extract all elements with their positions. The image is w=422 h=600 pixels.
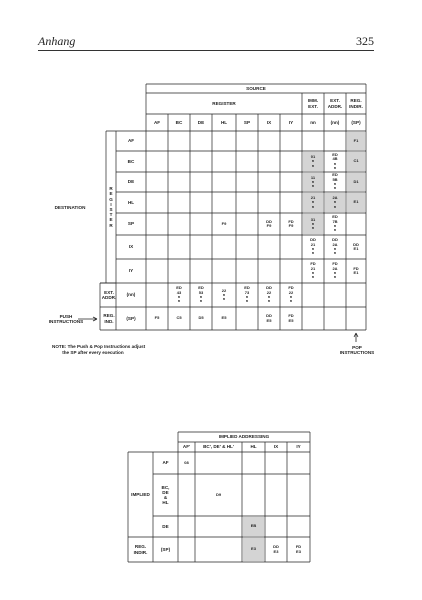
col-header-IY-text: IY [288,119,294,125]
opcode-cell-text: D1 [353,178,359,184]
row-header-IX-text: IX [128,244,134,250]
opcode-cell-text: 31 n n [310,216,316,231]
implied-row-sub-REG [153,537,178,562]
implied-col-AF-text: AF' [182,444,191,450]
opcode-cell [288,538,309,561]
opcode-cell-text: D9 [215,491,222,497]
opcode-cell-text: D5 [198,315,204,321]
opcode-cell-text: ED 5B n n [332,172,338,191]
opcode-cell-text: FD 22 n n [288,285,294,304]
register-vertical-letter: E [109,217,113,223]
destination-label-text: DESTINATION [54,205,86,211]
opcode-cell-text: F9 [221,220,227,226]
register-vertical-letter: E [109,191,113,197]
opcode-cell-text: ED 43 n n [176,285,182,304]
pop-instructions-label-text: POP INSTRUCTIONS [339,344,375,355]
opcode-cell-text: E3 [251,546,256,552]
row-header-HL-text: HL [127,199,135,205]
implied-row-REG [128,537,153,562]
implied-row-BC-text: BC, DE & HL [161,484,170,506]
implied-col-IX-text: IX [273,444,279,450]
opcode-cell [243,517,264,536]
row-sub-REG-text: (SP) [126,315,136,321]
implied-row-REG-text: REG. INDIR. [133,544,148,555]
register-header-text: REGISTER [212,100,236,106]
implied-title-text: IMPLIED ADDRESSING [218,434,270,440]
col-header-SP-text: SP [243,119,251,125]
register-vertical-letter: S [109,207,113,212]
opcode-cell-text: ED 7B n n [332,214,338,233]
implied-col-HL [242,442,265,452]
col-header-AF-text: AF [153,119,161,125]
register-vertical-letter: R [109,222,113,228]
row-header-REG-text: REG. IND. [103,313,115,324]
implied-row-group-label-text: IMPLIED [131,491,150,497]
opcode-cell [179,453,194,473]
implied-col-IY-text: IY [296,444,301,450]
opcode-cell-text: 2A n n [332,195,338,209]
row-header-BC-text: BC [127,158,135,164]
row-header-AF-text: AF [127,138,135,144]
register-vertical-letter: T [109,212,113,218]
register-vertical-letter: G [109,196,113,202]
opcode-cell-text: DD E1 [353,241,359,251]
row-header-IY-text: IY [128,268,134,274]
opcode-cell-text: DD E3 [273,544,279,554]
opcode-cell [266,538,286,561]
opcode-cell-text: DD E5 [266,313,272,323]
row-header-SP-text: SP [127,221,135,227]
opcode-cell [196,475,241,515]
implied-col-BCDEHL [195,442,242,452]
row-header-DE-text: DE [127,179,135,185]
opcode-cell-text: E1 [353,199,359,205]
implied-title [178,432,310,442]
row-header-EXT-text: EXT. ADDR. [101,289,117,300]
opcode-cell-text: 08 [184,459,189,465]
opcode-cell-text: 11 n n [310,174,316,189]
opcode-cell-text: F1 [353,137,359,143]
opcode-cell-text: DD 22 n n [266,285,272,304]
opcode-cell-text: F5 [154,315,160,321]
opcode-cell-text: FD F9 [288,218,294,228]
implied-row-DE [153,516,178,537]
opcode-cell-text: 01 n n [310,154,316,168]
opcode-cell [243,538,264,561]
opcode-cell-text: DD 21 n n [310,237,316,256]
push-instructions-label-text: PUSH INSTRUCTIONS [48,313,84,324]
row-sub-EXT-text: (nn) [126,292,136,298]
implied-col-BCDEHL-text: BC', DE' & HL' [203,444,234,450]
implied-row-BC [153,474,178,516]
opcode-cell-text: EB [250,523,257,529]
opcode-cell-text: ED 53 n n [198,285,204,304]
implied-col-AF [178,442,195,452]
imm-ext-header-text: IMM. EXT. [307,98,319,109]
opcode-cell-text: DD 2A n n [332,237,338,256]
opcode-cell-text: FD 21 n n [310,261,316,280]
section-title: Anhang [38,34,76,48]
opcode-cell-text: 21 n n [310,195,316,209]
col-header-nn-text: nn [310,119,316,125]
col-header-IX-text: IX [266,119,272,125]
reg-indir-header-text: REG. INDIR. [349,98,363,109]
opcode-cell-text: C1 [353,158,359,164]
register-vertical-letter: I [110,201,112,207]
col-header-ind-text: (nn) [330,119,340,125]
implied-col-IY [287,442,310,452]
opcode-cell-text: C5 [176,315,182,321]
opcode-cell-text: ED 4B n n [332,151,338,170]
footnote: NOTE: The Push & Pop Instructions adjust the SP after every execution [52,344,146,355]
implied-row-sub-REG-text: (SP) [160,546,171,552]
opcode-cell-text: DD F9 [266,218,272,228]
implied-row-DE-text: DE [162,523,169,529]
col-header-BC-text: BC [175,119,183,125]
col-header-DE-text: DE [197,119,205,125]
col-header-spi-text: (SP) [351,119,361,125]
implied-row-group-label [128,452,153,537]
implied-row-AF [153,452,178,474]
opcode-cell-text: FD 2A n n [332,261,338,280]
opcode-cell-text: FD E5 [288,313,294,323]
implied-col-HL-text: HL [250,444,257,450]
opcode-cell-text: 22 n n [221,287,227,302]
implied-row-AF-text: AF [162,460,169,466]
opcode-cell-text: FD E3 [295,544,302,554]
col-header-HL-text: HL [220,119,228,125]
register-vertical-letter: R [109,186,113,192]
implied-col-IX [265,442,287,452]
page-number: 325 [356,34,374,48]
source-header-text: SOURCE [246,85,266,91]
opcode-cell-text: ED 73 n n [244,285,250,304]
opcode-cell-text: FD E1 [353,265,359,275]
ext-addr-header-text: EXT. ADDR. [327,98,343,109]
opcode-cell-text: E5 [221,315,227,321]
